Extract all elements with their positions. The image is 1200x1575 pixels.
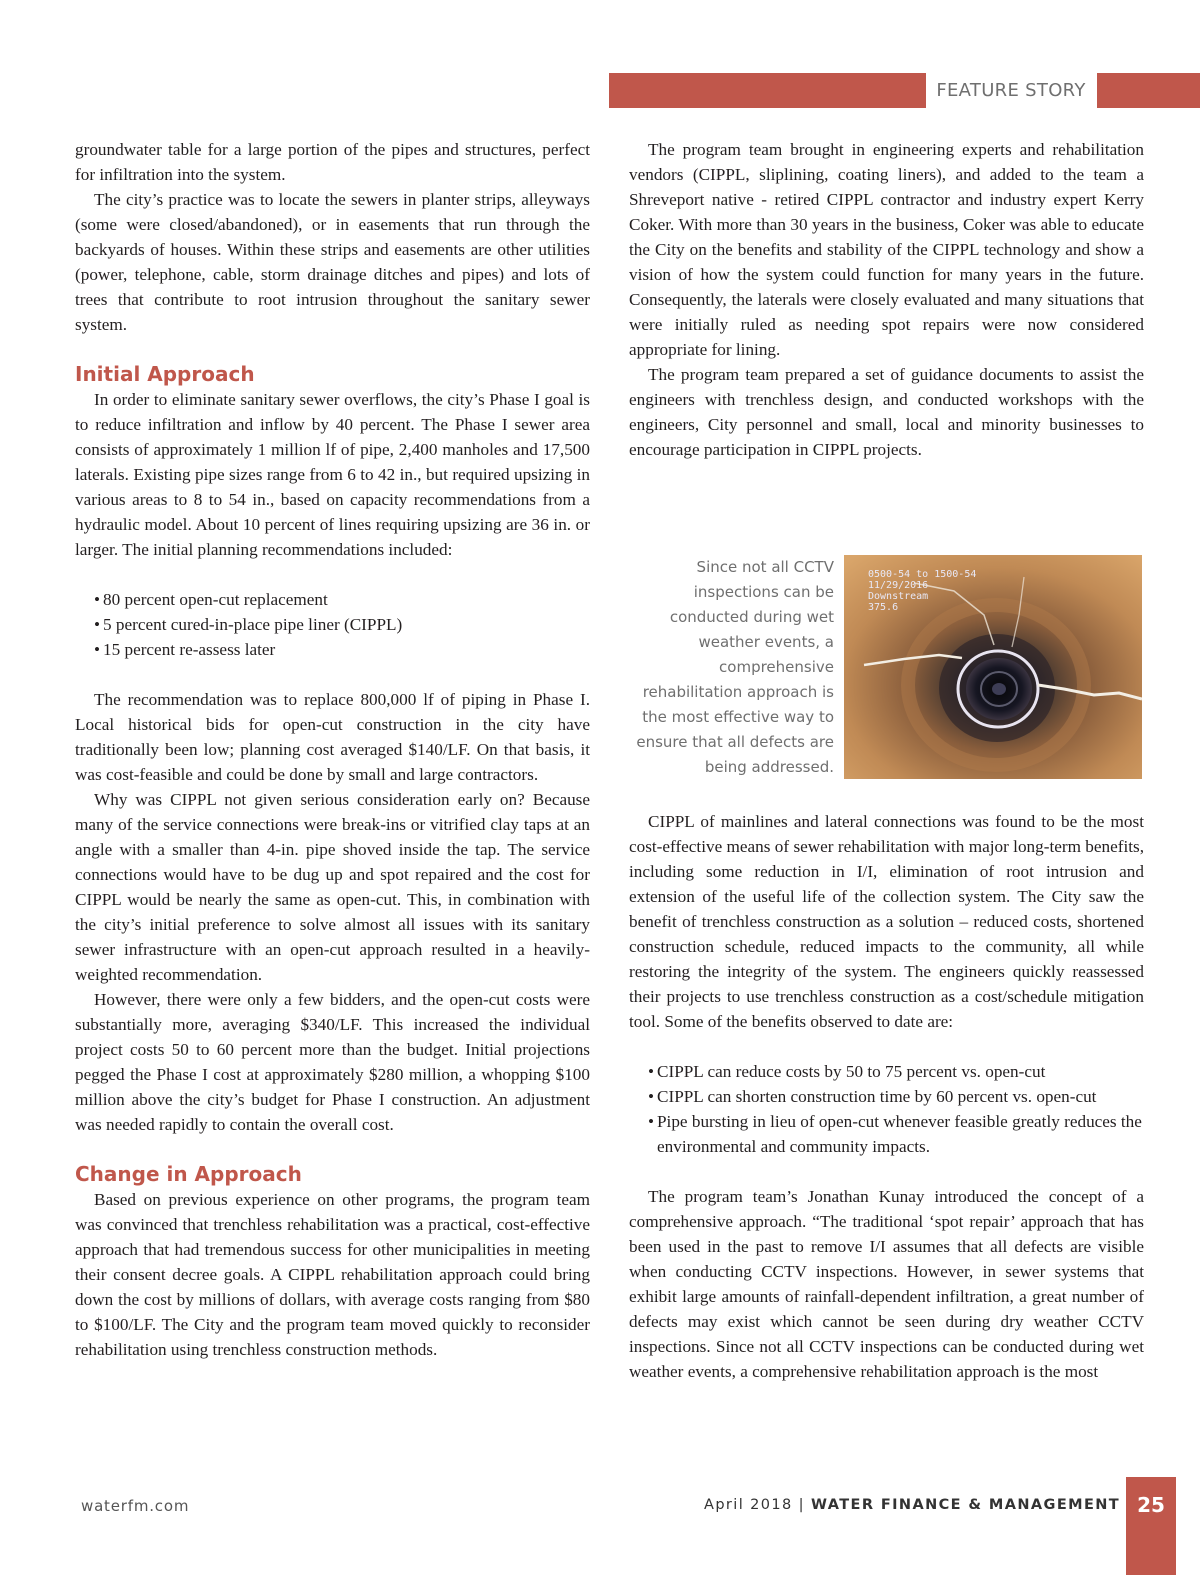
paragraph: The program team’s Jonathan Kunay introduced the concept of a comprehensive approach. “The traditional ‘spot repair’ approach that has been used in the past to remove I/I assumes that all defects are visible when conducting CCTV inspections. However, in sewer systems that exhibit large amounts of rainfall-dependent infiltration, a great number of defects may exist which cannot be seen during dry weather CCTV inspections. Since not all CCTV inspections can be conducted during wet weather events, a comprehensive rehabilitation approach is the most [629,1187,1144,1381]
paragraph: Why was CIPPL not given serious consideration early on? Because many of the service connections were break-ins or vitrified clay taps at an angle with a smaller than 4-in. pipe shoved inside the tap. The service connections would have to be dug up and spot repaired and the cost for CIPPL would be nearly the same as open-cut. This, in combination with the city’s initial preference to solve almost all issues with its sanitary sewer infrastructure with an open-cut approach resulted in a heavily-weighted recommendation. [75,790,590,984]
cctv-overlay-distance: 375.6 [868,602,899,613]
cctv-overlay-direction: Downstream [868,591,929,602]
paragraph: In order to eliminate sanitary sewer overflows, the city’s Phase I goal is to reduce infiltration and inflow by 40 percent. The Phase I sewer area consists of approximately 1 million lf of pipe, 2,400 manholes and 17,500 laterals. Existing pipe sizes range from 6 to 42 in., but required upsizing in various areas to 8 to 54 in., based on capacity recommendations from a hydraulic model. About 10 percent of lines requiring upsizing are 36 in. or larger. The initial planning recommendations included: [75,390,590,559]
right-column-top [629,137,1144,462]
list-item: • Pipe bursting in lieu of open-cut whenever feasible greatly reduces the environmental and community impacts. [648,1109,1144,1159]
paragraph: However, there were only a few bidders, and the open-cut costs were substantially more, averaging $340/LF. This increased the individual project costs 50 to 60 percent more than the budget. Initial projections pegged the Phase I cost at approximately $280 million, a whopping $100 million above the city’s budget for Phase I construction. An adjustment was needed rapidly to contain the overall cost. [75,990,590,1134]
recommendations-list [75,587,590,662]
footer-separator: | [798,1497,805,1513]
cctv-overlay-segment: 0500-54 to 1500-54 [868,569,977,580]
paragraph: The recommendation was to replace 800,000 lf of piping in Phase I. Local historical bids for open-cut construction in the city have traditionally been low; planning cost averaged $140/LF. On that basis, it was cost-feasible and could be done by small and large contractors. [75,690,590,784]
section-heading-change-in-approach: Change in Approach [75,1162,302,1186]
list-item: • 80 percent open-cut replacement [94,587,590,612]
header-accent-bar-left [609,73,926,108]
page-number: 25 [1126,1477,1176,1575]
left-column [75,137,590,1362]
cctv-pipe-photo [844,555,1142,779]
footer-issue-line [704,1497,1120,1513]
footer-website: waterfm.com [81,1497,190,1515]
right-column-bottom [629,809,1144,1384]
footer-issue-date: April 2018 [704,1497,793,1513]
list-item: • CIPPL can reduce costs by 50 to 75 percent vs. open-cut [648,1059,1144,1084]
paragraph: CIPPL of mainlines and lateral connections was found to be the most cost-effective means of sewer rehabilitation with major long-term benefits, including some reduction in I/I, elimination of root intrusion and extension of the useful life of the collection system. The City saw the benefit of trenchless construction as a solution – reduced costs, shortened construction schedule, reduced impacts to the community, all while restoring the integrity of the system. The engineers quickly reassessed their projects to use trenchless construction as a cost/schedule mitigation tool. Some of the benefits observed to date are: [629,812,1144,1031]
benefits-list [629,1059,1144,1159]
section-label: FEATURE STORY [936,80,1086,101]
list-item: • CIPPL can shorten construction time by 60 percent vs. open-cut [648,1084,1144,1109]
list-item: • 5 percent cured-in-place pipe liner (CIPPL) [94,612,590,637]
paragraph: The program team brought in engineering experts and rehabilitation vendors (CIPPL, sliplining, coating liners), and added to the team a Shreveport native - retired CIPPL contractor and industry expert Kerry Coker. With more than 30 years in the business, Coker was able to educate the City on the benefits and stability of the CIPPL technology and show a vision of how the system could function for many years in the future. Consequently, the laterals were closely evaluated and many situations that were initially ruled as needing spot repairs were now considered appropriate for lining. [629,140,1144,359]
header-accent-bar-right [1097,73,1200,108]
section-heading-initial-approach: Initial Approach [75,362,255,386]
paragraph: Based on previous experience on other programs, the program team was convinced that trenchless rehabilitation was a practical, cost-effective approach that had tremendous success for other municipalities in meeting their consent decree goals. A CIPPL rehabilitation approach could bring down the cost by millions of dollars, with average costs ranging from $80 to $100/LF. The City and the program team moved quickly to reconsider rehabilitation using trenchless construction methods. [75,1190,590,1359]
footer-publication: WATER FINANCE & MANAGEMENT [810,1497,1121,1513]
paragraph: groundwater table for a large portion of the pipes and structures, perfect for infiltration into the system. [75,140,590,184]
list-item: • 15 percent re-assess later [94,637,590,662]
cctv-overlay-date: 11/29/2016 [868,580,929,591]
photo-caption: Since not all CCTV inspections can be conducted during wet weather events, a comprehensive rehabilitation approach is the most effective way to ensure that all defects are being addressed. [636,558,834,776]
paragraph: The program team prepared a set of guidance documents to assist the engineers with trenchless design, and conducted workshops with the engineers, City personnel and small, local and minority businesses to encourage participation in CIPPL projects. [629,365,1144,459]
paragraph: The city’s practice was to locate the sewers in planter strips, alleyways (some were closed/abandoned), or in easements that run through the backyards of houses. Within these strips and easements are other utilities (power, telephone, cable, storm drainage ditches and pipes) and lots of trees that contribute to root intrusion throughout the sanitary sewer system. [75,190,590,334]
